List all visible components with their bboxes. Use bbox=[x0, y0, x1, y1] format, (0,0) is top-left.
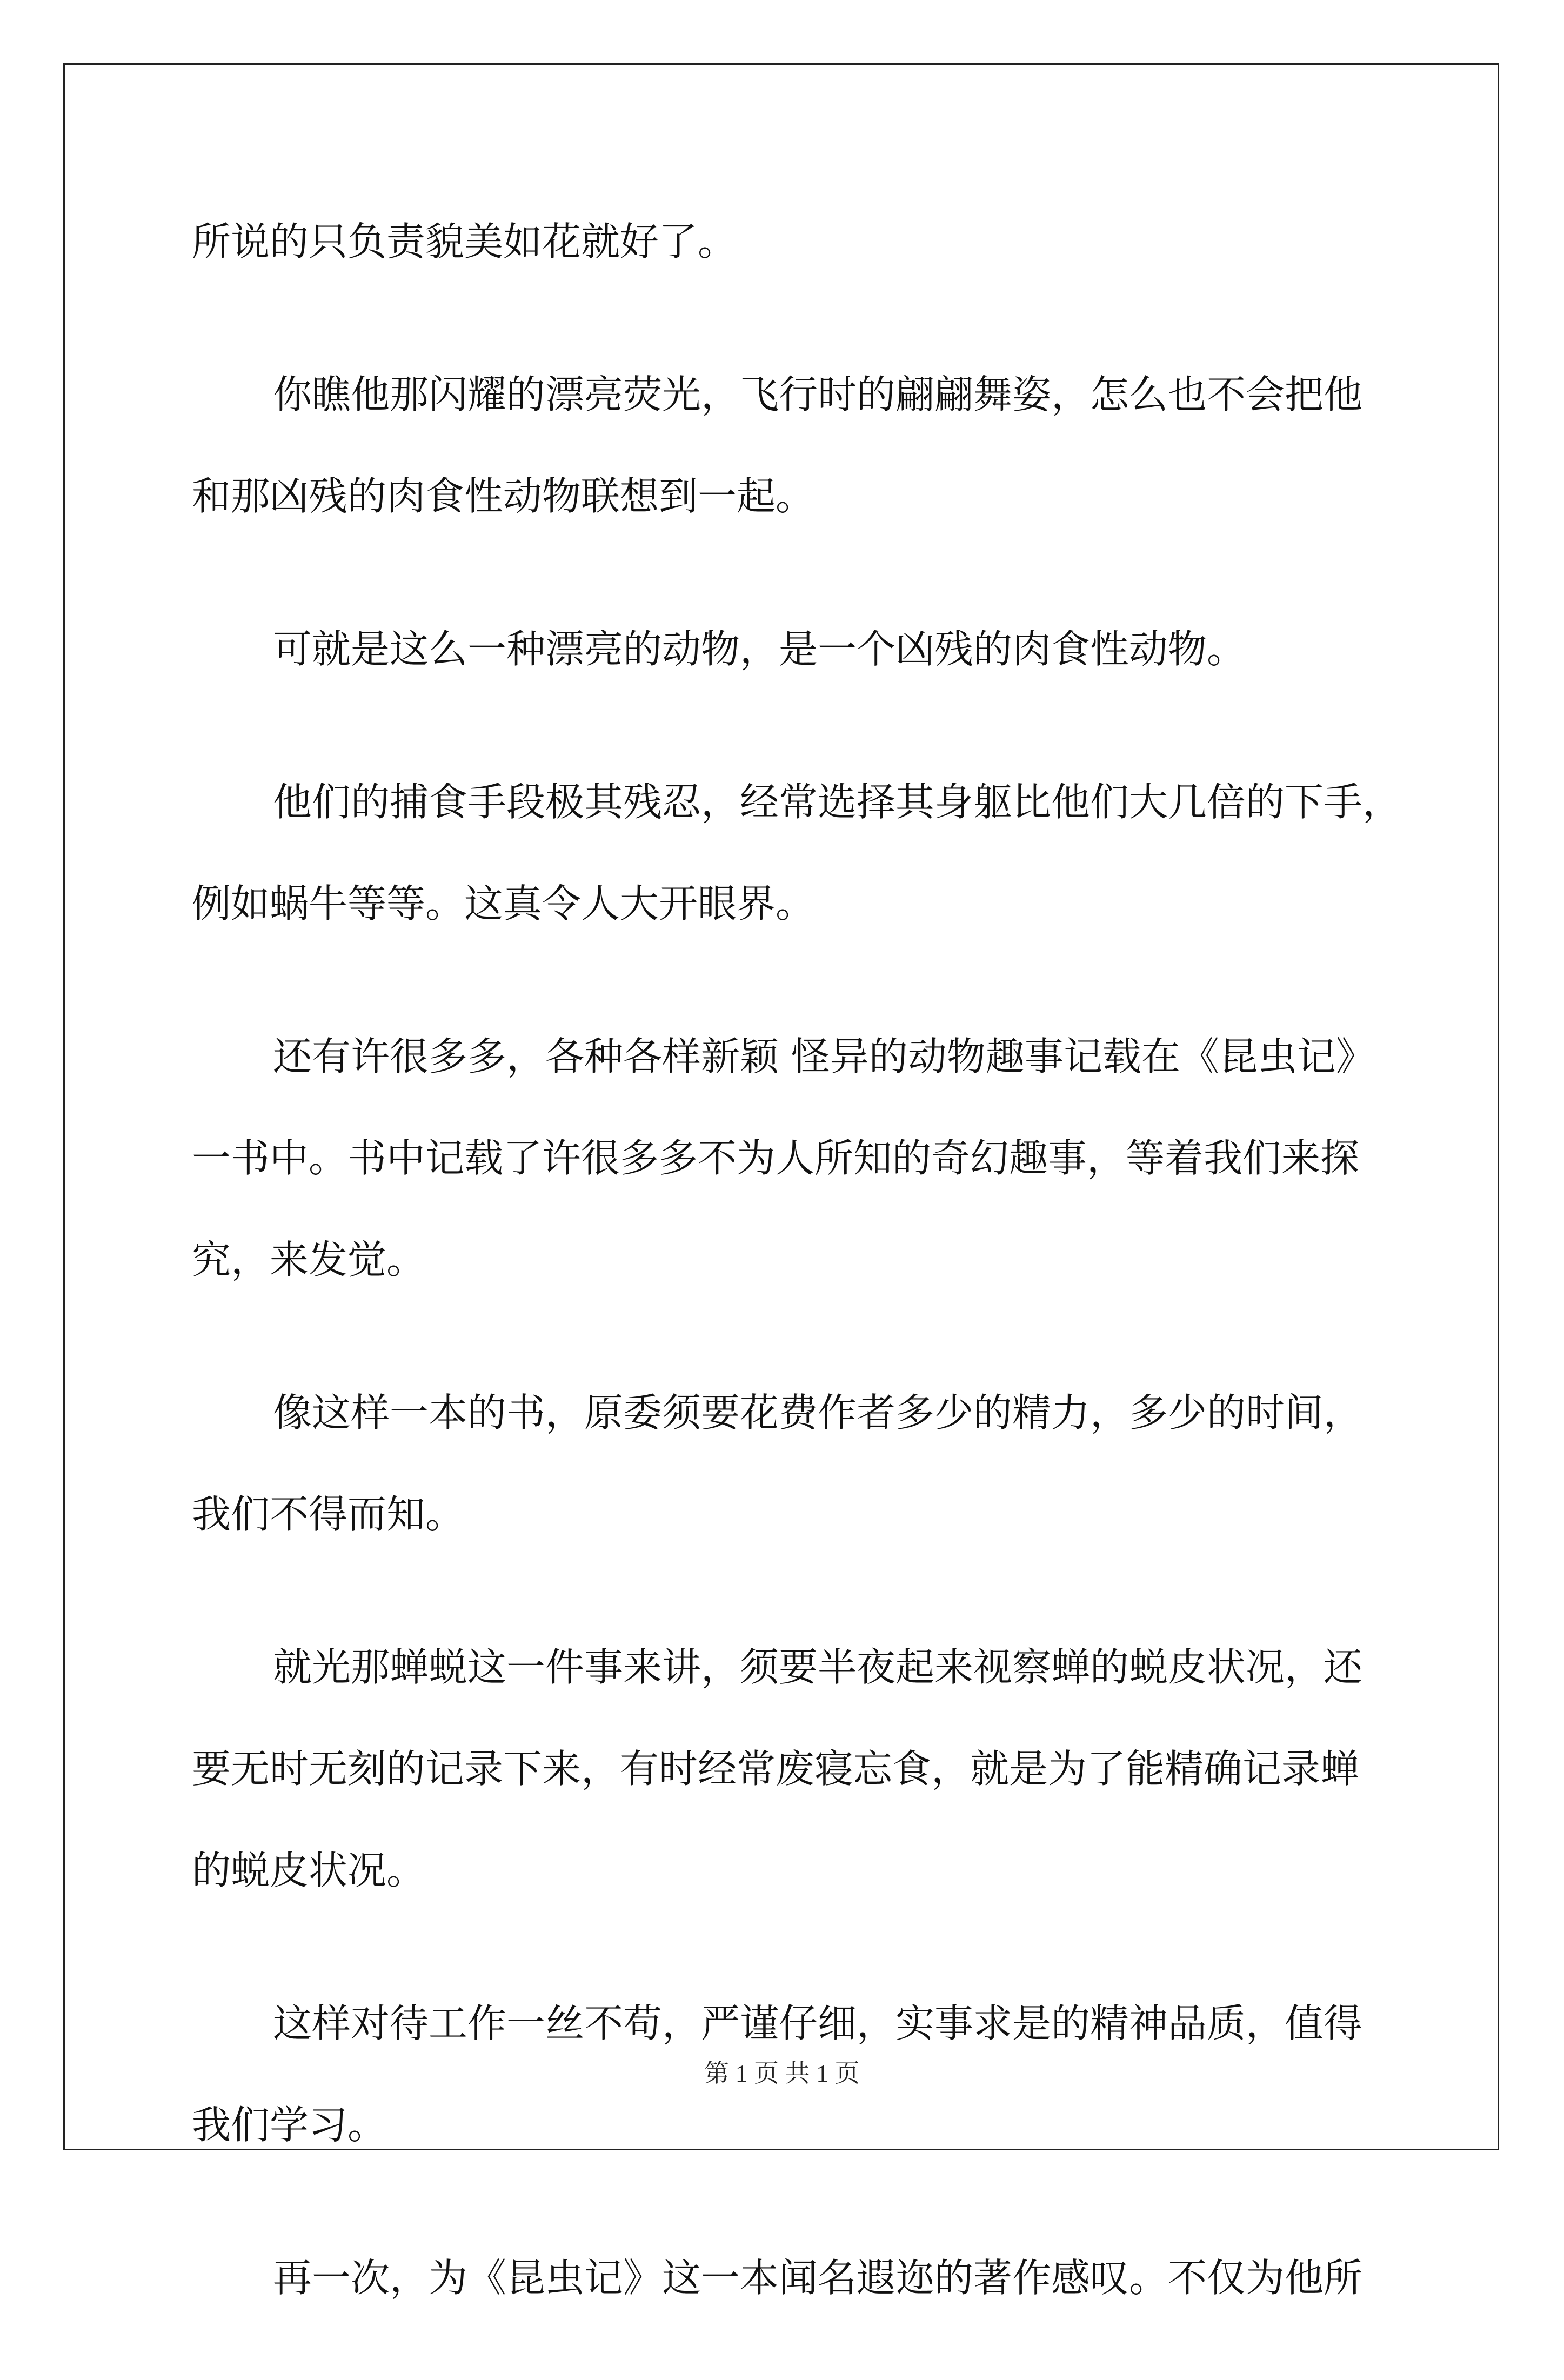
text-line: 要无时无刻的记录下来，有时经常废寝忘食，就是为了能精确记录蝉 bbox=[192, 1746, 1360, 1791]
text-line: 的蜕皮状况。 bbox=[192, 1848, 426, 1893]
text-line: 我们学习。 bbox=[192, 2102, 387, 2148]
text-line: 所说的只负责貌美如花就好了。 bbox=[192, 219, 737, 264]
text-line: 我们不得而知。 bbox=[192, 1492, 465, 1537]
text-line: 再一次，为《昆虫记》这一本闻名遐迩的著作感叹。不仅为他所 bbox=[273, 2255, 1363, 2301]
text-line: 他们的捕食手段极其残忍，经常选择其身躯比他们大几倍的下手， bbox=[273, 779, 1402, 825]
text-line: 像这样一本的书，原委须要花费作者多少的精力，多少的时间， bbox=[273, 1390, 1363, 1435]
paragraph bbox=[192, 1006, 1386, 1311]
paragraph bbox=[192, 1362, 1386, 1565]
paragraph bbox=[192, 344, 1386, 547]
text-line: 还有许很多多，各种各样新颖 怪异的动物趣事记载在《昆虫记》 bbox=[273, 1034, 1375, 1079]
text-line: 可就是这么一种漂亮的动物，是一个凶残的肉食性动物。 bbox=[273, 626, 1246, 672]
paragraph bbox=[192, 751, 1402, 954]
text-line: 例如蜗牛等等。这真令人大开眼界。 bbox=[192, 881, 815, 926]
paragraph bbox=[192, 2227, 1386, 2329]
text-line: 就光那蝉蜕这一件事来讲，须要半夜起来视察蝉的蜕皮状况，还 bbox=[273, 1644, 1363, 1690]
text-line: 这样对待工作一丝不苟，严谨仔细，实事求是的精神品质，值得 bbox=[273, 2001, 1363, 2046]
text-line: 你瞧他那闪耀的漂亮荧光，飞行时的翩翩舞姿，怎么也不会把他 bbox=[273, 372, 1363, 417]
page-number-footer: 第 1 页 共 1 页 bbox=[704, 2060, 860, 2087]
paragraph bbox=[192, 598, 1386, 700]
text-line: 究，来发觉。 bbox=[192, 1237, 426, 1282]
paragraph bbox=[192, 191, 1386, 292]
text-line: 一书中。书中记载了许很多多不为人所知的奇幻趣事，等着我们来探 bbox=[192, 1135, 1360, 1181]
document-body bbox=[192, 191, 1402, 2380]
paragraph bbox=[192, 1616, 1386, 1921]
text-line: 和那凶残的肉食性动物联想到一起。 bbox=[192, 473, 815, 519]
